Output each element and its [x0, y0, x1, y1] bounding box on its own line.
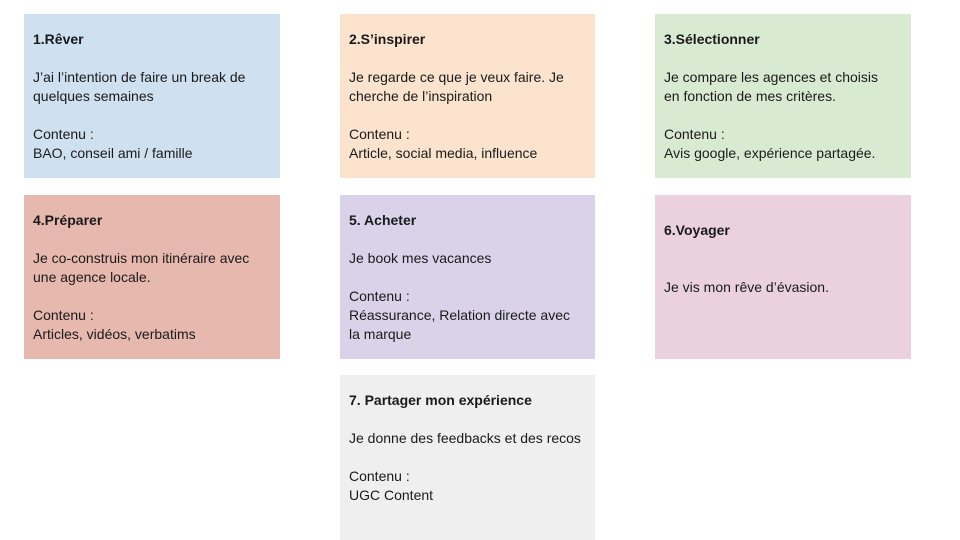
content-label: Contenu :	[349, 288, 410, 304]
step-description: Je compare les agences et choisis en fonction de mes critères.	[664, 69, 878, 104]
step-description: J’ai l’intention de faire un break de quelques semaines	[33, 69, 246, 104]
step-card-sinspirer	[340, 14, 595, 178]
step-title: 2.S’inspirer	[349, 31, 426, 47]
content-value: UGC Content	[349, 487, 434, 503]
step-title: 7. Partager mon expérience	[349, 392, 532, 408]
content-value: Articles, vidéos, verbatims	[33, 326, 196, 342]
step-description: Je vis mon rêve d’évasion.	[664, 279, 829, 295]
content-value: Avis google, expérience partagée.	[664, 145, 876, 161]
content-label: Contenu :	[664, 126, 725, 142]
step-title: 5. Acheter	[349, 212, 417, 228]
step-card-preparer	[24, 195, 280, 359]
step-title: 1.Rêver	[33, 31, 84, 47]
step-description: Je co-construis mon itinéraire avec une agence locale.	[33, 250, 250, 285]
content-value: BAO, conseil ami / famille	[33, 145, 193, 161]
content-label: Contenu :	[349, 126, 410, 142]
content-value: Article, social media, influence	[349, 145, 538, 161]
step-title: 6.Voyager	[664, 222, 730, 238]
step-card-acheter	[340, 195, 595, 359]
step-card-rever	[24, 14, 280, 178]
step-card-selectionner	[655, 14, 911, 178]
content-value: Réassurance, Relation directe avec la marque	[349, 307, 571, 342]
step-card-partager	[340, 375, 595, 540]
content-label: Contenu :	[349, 468, 410, 484]
content-label: Contenu :	[33, 307, 94, 323]
content-label: Contenu :	[33, 126, 94, 142]
step-title: 3.Sélectionner	[664, 31, 760, 47]
step-title: 4.Préparer	[33, 212, 103, 228]
step-description: Je donne des feedbacks et des recos	[349, 430, 581, 446]
step-description: Je book mes vacances	[349, 250, 492, 266]
step-card-voyager	[655, 195, 911, 359]
step-description: Je regarde ce que je veux faire. Je cherche de l’inspiration	[349, 69, 564, 104]
